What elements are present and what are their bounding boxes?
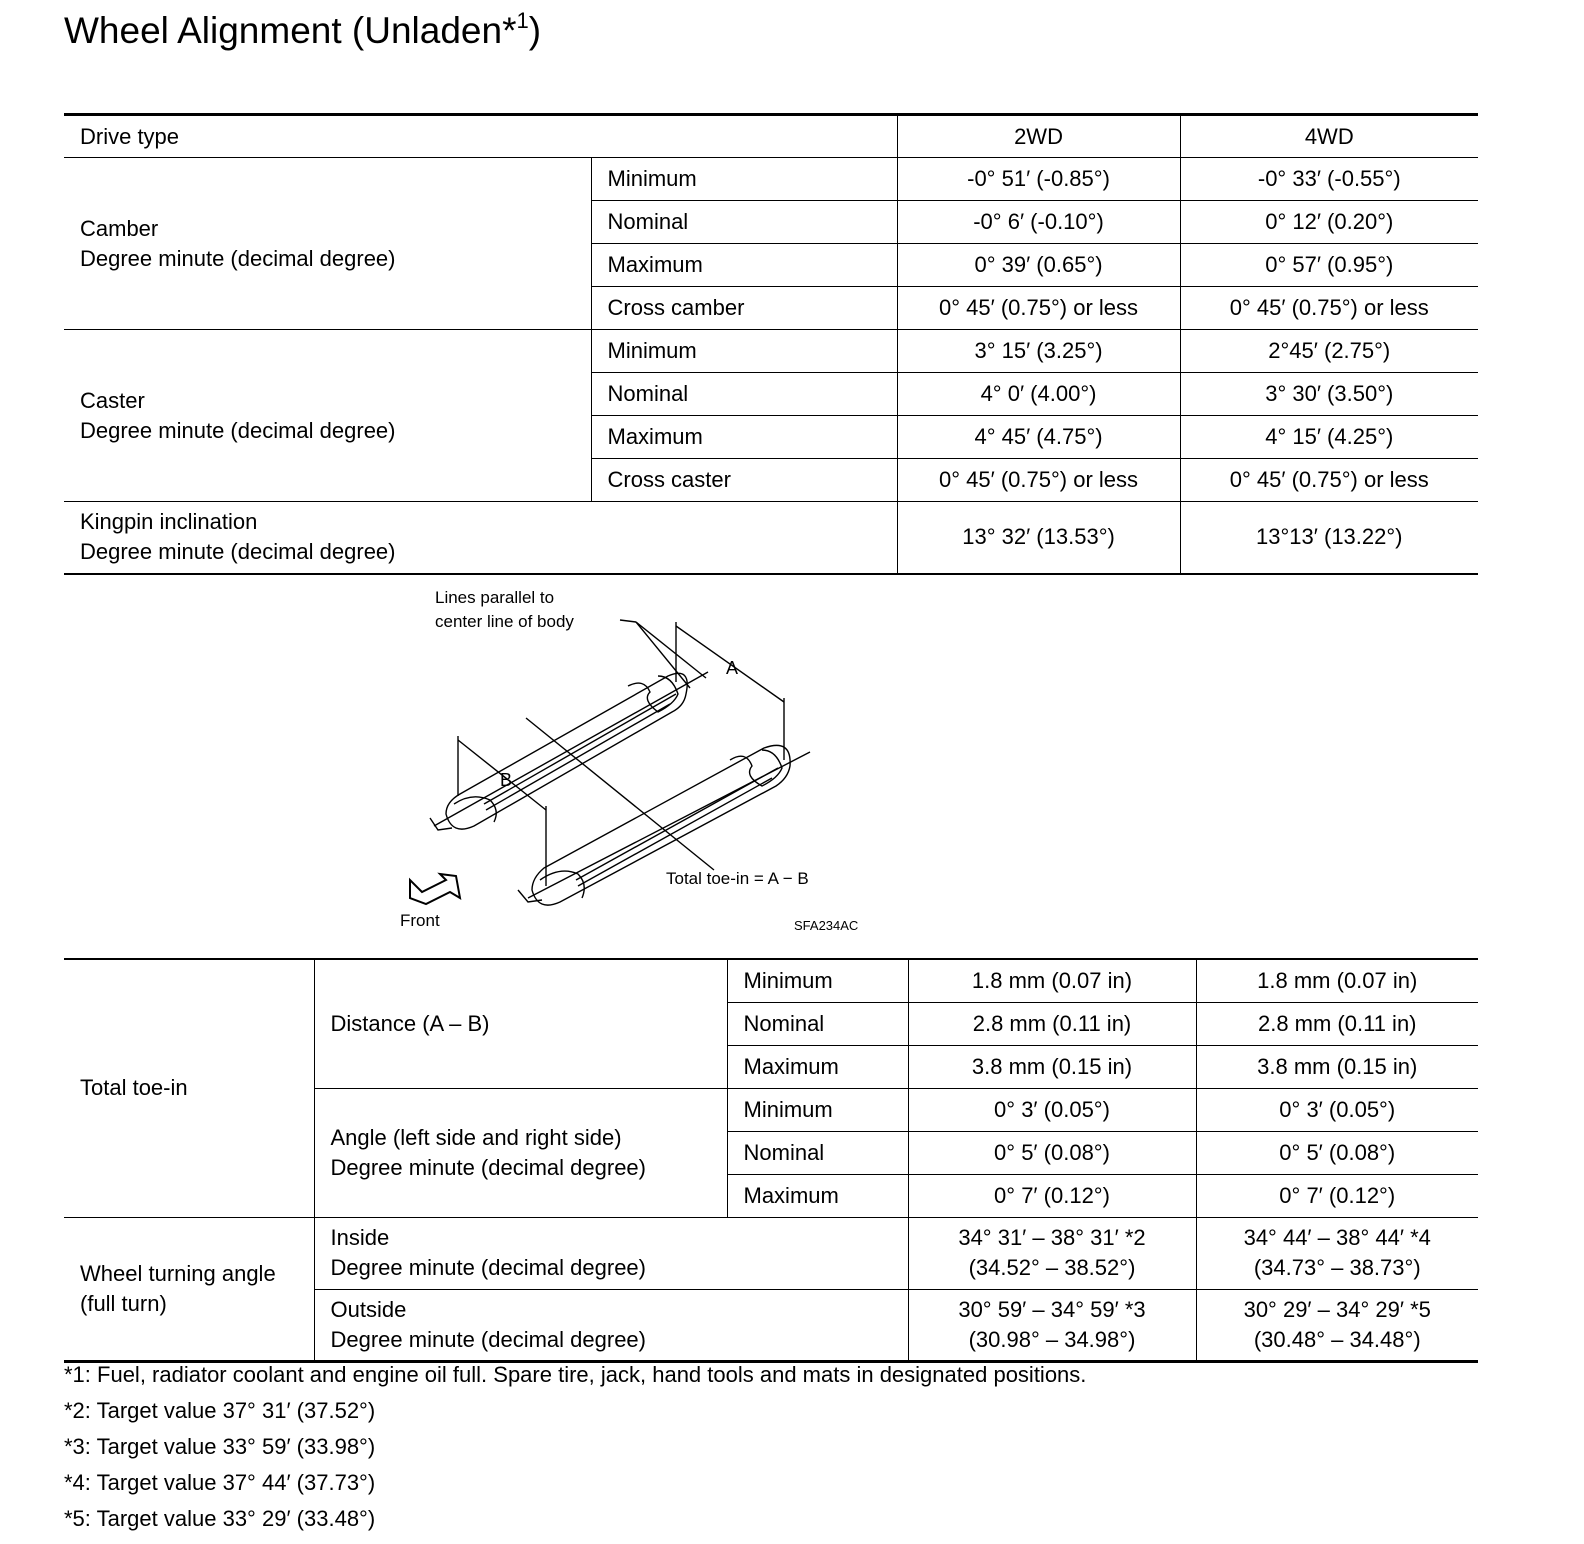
page-title: Wheel Alignment (Unladen*$^1$) xyxy=(64,7,542,51)
distance-label: Distance (A – B) xyxy=(314,959,727,1088)
row-label: Maximum xyxy=(727,1174,908,1217)
diagram-label-lines-parallel: Lines parallel to xyxy=(435,588,555,607)
toe-turning-spec-table xyxy=(64,958,1478,1363)
row-label: Maximum xyxy=(591,416,897,459)
value-cell: 0° 45′ (0.75°) or less xyxy=(1180,287,1478,330)
footnote: *2: Target value 37° 31′ (37.52°) xyxy=(64,1398,376,1423)
value-cell: 0° 45′ (0.75°) or less xyxy=(897,287,1180,330)
row-label: Nominal xyxy=(727,1002,908,1045)
row-label: Cross camber xyxy=(591,287,897,330)
camber-group-label: Camber Degree minute (decimal degree) xyxy=(64,158,591,330)
value-cell: -0° 6′ (-0.10°) xyxy=(897,201,1180,244)
diagram-label-a: A xyxy=(726,658,739,678)
value-cell: 2°45′ (2.75°) xyxy=(1180,330,1478,373)
angle-label: Angle (left side and right side) Degree minute (decimal degree) xyxy=(314,1088,727,1217)
row-label: Minimum xyxy=(727,1088,908,1131)
value-cell: 13°13′ (13.22°) xyxy=(1180,502,1478,574)
value-cell: 1.8 mm (0.07 in) xyxy=(1196,959,1478,1002)
value-cell: 4° 0′ (4.00°) xyxy=(897,373,1180,416)
table-row xyxy=(64,959,1478,1002)
diagram-code: SFA234AC xyxy=(794,918,859,933)
value-cell: 4° 45′ (4.75°) xyxy=(897,416,1180,459)
row-label: Minimum xyxy=(591,158,897,201)
col-4wd-header: 4WD xyxy=(1180,115,1478,158)
table-row xyxy=(64,502,1478,574)
kingpin-label: Kingpin inclination Degree minute (decimal degree) xyxy=(80,509,396,565)
footnote: *3: Target value 33° 59′ (33.98°) xyxy=(64,1434,376,1459)
value-cell: 1.8 mm (0.07 in) xyxy=(908,959,1196,1002)
value-cell: 0° 5′ (0.08°) xyxy=(908,1131,1196,1174)
row-label: Nominal xyxy=(591,373,897,416)
table-row xyxy=(64,1217,1478,1289)
value-cell: 0° 12′ (0.20°) xyxy=(1180,201,1478,244)
row-label: Nominal xyxy=(727,1131,908,1174)
value-cell: 3° 30′ (3.50°) xyxy=(1180,373,1478,416)
value-cell: 30° 29′ – 34° 29′ *5 (30.48° – 34.48°) xyxy=(1196,1289,1478,1361)
footnote: *1: Fuel, radiator coolant and engine oil full. Spare tire, jack, hand tools and mats in designated positions. xyxy=(64,1362,1087,1387)
value-cell: 3.8 mm (0.15 in) xyxy=(908,1045,1196,1088)
value-cell: 3.8 mm (0.15 in) xyxy=(1196,1045,1478,1088)
value-cell: 0° 3′ (0.05°) xyxy=(908,1088,1196,1131)
col-2wd-header: 2WD xyxy=(897,115,1180,158)
value-cell: -0° 33′ (-0.55°) xyxy=(1180,158,1478,201)
value-cell: 2.8 mm (0.11 in) xyxy=(908,1002,1196,1045)
value-cell: 34° 31′ – 38° 31′ *2 (34.52° – 38.52°) xyxy=(908,1217,1196,1289)
table-header-row xyxy=(64,115,1478,158)
value-cell: 13° 32′ (13.53°) xyxy=(897,502,1180,574)
outside-label: Outside Degree minute (decimal degree) xyxy=(314,1289,908,1361)
row-label: Nominal xyxy=(591,201,897,244)
value-cell: 0° 39′ (0.65°) xyxy=(897,244,1180,287)
alignment-spec-table xyxy=(64,113,1478,575)
total-toe-in-label: Total toe-in xyxy=(64,959,314,1217)
table-row xyxy=(64,158,1478,201)
value-cell: 0° 7′ (0.12°) xyxy=(1196,1174,1478,1217)
value-cell: 34° 44′ – 38° 44′ *4 (34.73° – 38.73°) xyxy=(1196,1217,1478,1289)
value-cell: 30° 59′ – 34° 59′ *3 (30.98° – 34.98°) xyxy=(908,1289,1196,1361)
caster-group-label: Caster Degree minute (decimal degree) xyxy=(64,330,591,502)
drive-type-label: Drive type xyxy=(64,115,897,158)
value-cell: 0° 45′ (0.75°) or less xyxy=(1180,459,1478,502)
toe-in-diagram xyxy=(400,582,900,952)
value-cell: 0° 45′ (0.75°) or less xyxy=(897,459,1180,502)
footnotes xyxy=(64,1360,1086,1540)
footnote: *4: Target value 37° 44′ (37.73°) xyxy=(64,1470,376,1495)
row-label: Maximum xyxy=(727,1045,908,1088)
value-cell: 0° 5′ (0.08°) xyxy=(1196,1131,1478,1174)
value-cell: 3° 15′ (3.25°) xyxy=(897,330,1180,373)
table-row xyxy=(64,330,1478,373)
value-cell: 0° 3′ (0.05°) xyxy=(1196,1088,1478,1131)
turning-angle-label: Wheel turning angle (full turn) xyxy=(80,1260,276,1316)
row-label: Maximum xyxy=(591,244,897,287)
row-label: Minimum xyxy=(591,330,897,373)
diagram-label-b: B xyxy=(500,770,513,790)
value-cell: -0° 51′ (-0.85°) xyxy=(897,158,1180,201)
diagram-label-front: Front xyxy=(400,911,440,930)
row-label: Cross caster xyxy=(591,459,897,502)
row-label: Minimum xyxy=(727,959,908,1002)
inside-label: Inside Degree minute (decimal degree) xyxy=(314,1217,908,1289)
diagram-label-center-line: center line of body xyxy=(435,612,574,631)
value-cell: 0° 57′ (0.95°) xyxy=(1180,244,1478,287)
diagram-label-total-toe: Total toe-in = A − B xyxy=(666,869,809,888)
value-cell: 2.8 mm (0.11 in) xyxy=(1196,1002,1478,1045)
footnote: *5: Target value 33° 29′ (33.48°) xyxy=(64,1506,376,1531)
value-cell: 0° 7′ (0.12°) xyxy=(908,1174,1196,1217)
toe-in-illustration xyxy=(400,582,900,952)
value-cell: 4° 15′ (4.25°) xyxy=(1180,416,1478,459)
